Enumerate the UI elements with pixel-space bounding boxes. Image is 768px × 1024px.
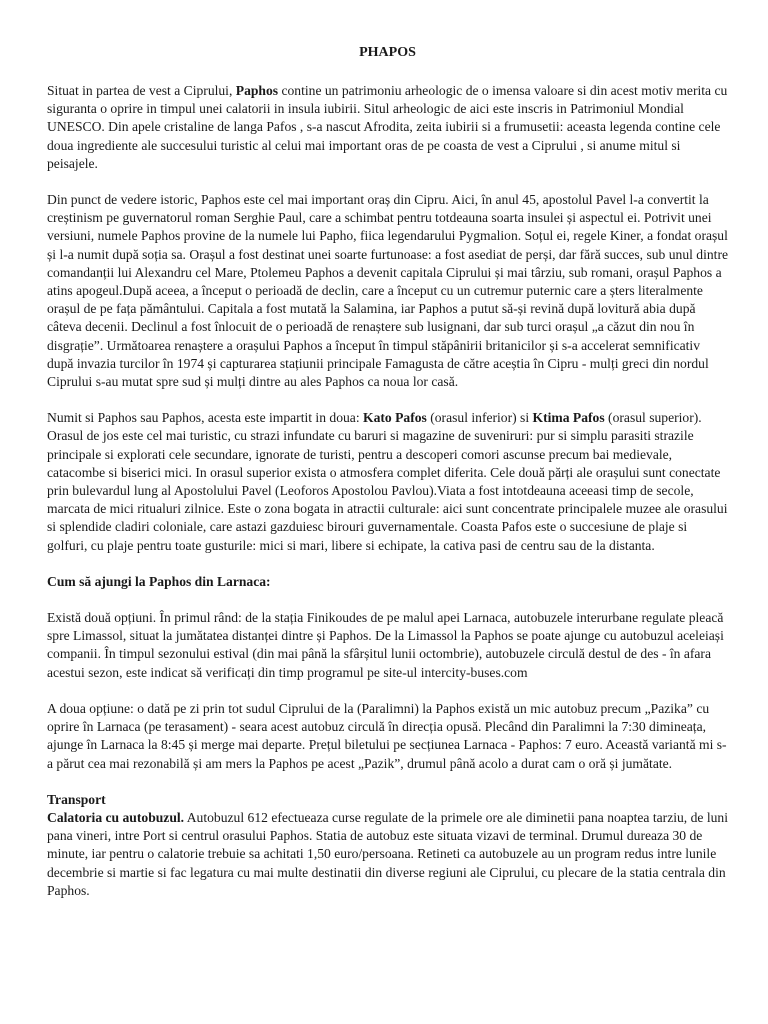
districts-text-mid: (orasul inferior) si: [426, 410, 533, 426]
intro-text-start: Situat in partea de vest a Ciprului,: [47, 83, 236, 98]
districts-text-start: Numit si Paphos sau Paphos, acesta este impartit in doua:: [47, 410, 364, 426]
transport-section: [47, 791, 728, 900]
district-kato-pafos: Kato Pafos: [363, 410, 427, 426]
intro-text-rest: contine un patrimoniu arheologic de o imensa valoare si din acest motiv merita cu siguranta o oprire in timpul unei calatorii in insula iubirii. Situl arheologic de aici este inscris in Patrimoniul Mondial UNESCO. Din apele cristaline de langa Pafos , s-a nascut Afrodita, zeita iubirii si a frumusetii: aceasta legenda contine cele doua ingrediente ale succesului turistic al celui mai important oras de pe coasta de vest a Ciprului , si anume mitul si peisajele.: [47, 83, 728, 171]
districts-paragraph: [47, 409, 728, 555]
page-title: PHAPOS: [359, 45, 416, 60]
section-heading-larnaca: Cum să ajungi la Paphos din Larnaca:: [47, 573, 271, 589]
intro-city-name: Paphos: [235, 83, 279, 98]
bus-travel-text: Autobuzul 612 efectueaza curse regulate de la primele ore ale diminetii pana noaptea tarziu, de luni pana vineri, intre Port si centrul orasului Paphos. Statia de autobuz este situata vizavi de terminal. Drumul dureaza 30 de minute, iar pentru o calatorie trebuie sa achitati 1,50 euro/persoana. Retineti ca autobuzele au un program redus intre lunile decembrie si martie si fac legatura cu mai multe destinatii din diverse regiuni ale Ciprului, cu plecare de la statia centrala din Paphos.: [47, 809, 728, 898]
districts-text-rest: (orasul superior). Orasul de jos este cel mai turistic, cu strazi infundate cu baruri si magazine de suveniruri: pur si simplu parasiti strazile principale si explorati cele secundare, ignorate de turisti, pentru a descoperi comori ascunse precum bai medievale, catacombe si biserici mici. In orasul superior exista o atmosfera complet diferita. Cele două părți ale orașului sunt conectate prin bulevardul lung al Apostolului Pavel (Leoforos Apostolou Pavlou).Viata a fost intotdeauna aceeasi timp de secole, marcata de mici ritualuri zilnice. Este o zona bogata in atractii culturale: aici sunt concentrate principalele muzee ale orasului si splendide cladiri coloniale, care astazi gazduiesc birouri guvernamentale. Coasta Pafos este o succesiune de plaje si golfuri, cu plaje pentru toate gusturile: mici si mari, libere si echipate, la cativa pasi de centru sau de la distanta.: [47, 410, 728, 553]
option-two-paragraph: A doua opțiune: o dată pe zi prin tot sudul Ciprului de la (Paralimni) la Paphos există un mic autobuz precum „Pazika” cu oprire în Larnaca (pe terasament) - seara acest autobuz circulă în direcția opusă. Plecând din Paralimni la 7:30 dimineața, ajunge în Larnaca la 8:45 și merge mai departe. Prețul biletului pe secțiunea Larnaca - Paphos: 7 euro. Această variantă mi s-a părut cea mai rezonabilă și am mers la Paphos pe acest „Pazik”, drumul până acolo a durat cam o oră și jumătate.: [47, 700, 727, 771]
option-one-paragraph: Există două opțiuni. În primul rând: de la stația Finikoudes de pe malul apei Larnaca, autobuzele interurbane regulate pleacă spre Limassol, situat la jumătatea distanței dintre și Paphos. De la Limassol la Paphos se poate ajunge cu autobuzul aceleiași companii. În timpul sezonului estival (din mai până la sfârșitul lunii octombrie), autobuzele circulă destul de des - în afara acestui sezon, este indicat să verificați din timp programul pe site-ul intercity-buses.com: [47, 610, 724, 680]
bus-travel-label: Calatoria cu autobuzul.: [47, 809, 185, 825]
transport-heading: Transport: [47, 791, 106, 807]
history-paragraph: Din punct de vedere istoric, Paphos este cel mai important oraș din Cipru. Aici, în anul 45, apostolul Pavel l-a convertit la creștinism pe guvernatorul roman Serghie Paul, care a schimbat pentru totdeauna soarta insulei și aspectul ei. Potrivit unei versiuni, numele Paphos provine de la numele lui Papho, fiica legendarului Pygmalion. Soțul ei, regele Kiner, a fondat orașul și l-a numit după soția sa. Orașul a fost destinat unei soarte furtunoase: a fost asediat de perși, dar fără succes, sub unul dintre comandanții lui Alexandru cel Mare, Ptolemeu Paphos a devenit capitala Ciprului și mai târziu, sub romani, orașul Paphos a atins apogeul.După aceea, a început o perioadă de declin, care a început cu un cutremur puternic care a șters literalmente orașul de pe fața pământului. Capitala a fost mutată la Salamina, iar Paphos a putut să-și revină după lovitură abia după câteva decenii. Declinul a fost înlocuit de o perioadă de renaștere sub lusignani, dar sub turci orașul „a căzut din nou în disgrație”. Următoarea renaștere a orașului Paphos a început în timpul stăpânirii britanicilor și s-a accelerat semnificativ după invazia turcilor în 1974 și capturarea stațiunii principale Famagusta de către aceștia în Cipru - mulți greci din nordul Ciprului s-au mutat spre sud și mulți dintre au ales Paphos ca noua lor casă.: [47, 192, 729, 390]
intro-paragraph: [47, 82, 728, 173]
district-ktima-pafos: Ktima Pafos: [532, 410, 605, 426]
transport-bus-paragraph: [47, 810, 728, 898]
